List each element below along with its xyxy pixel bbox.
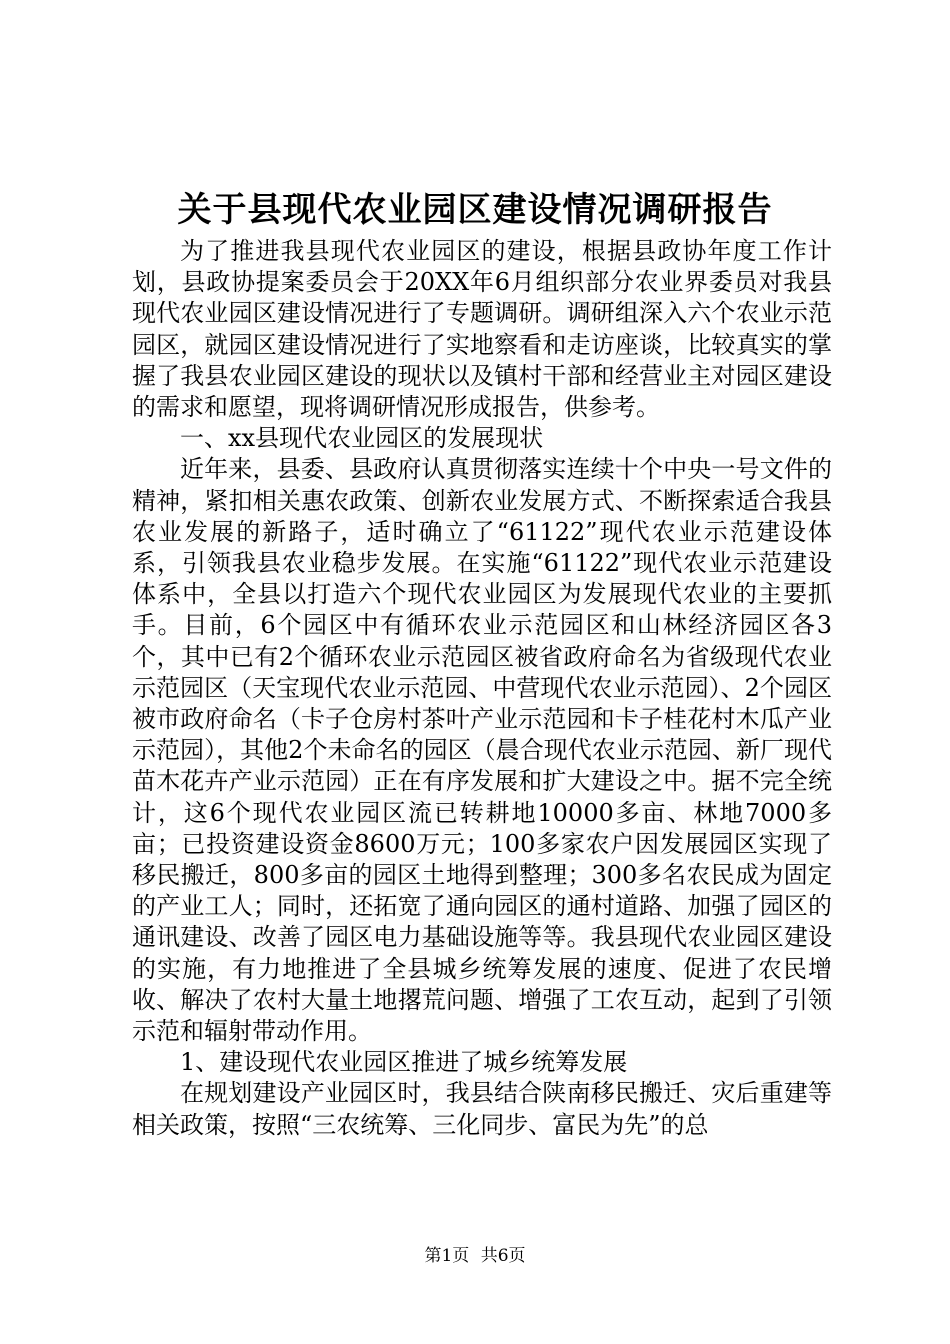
page-footer: 第1页 共6页	[424, 1246, 526, 1266]
document-body	[132, 236, 832, 1141]
status-paragraph: 近年来，县委、县政府认真贯彻落实连续十个中央一号文件的精神，紧扣相关惠农政策、创新农业发展方式、不断探索适合我县农业发展的新路子，适时确立了“61122”现代农业示范建设体系，引领我县农业稳步发展。在实施“61122”现代农业示范建设体系中，全县以打造六个现代农业园区为发展现代农业的主要抓手。目前，6个园区中有循环农业示范园区和山林经济园区各3个，其中已有2个循环农业示范园区被省政府命名为省级现代农业示范园区（天宝现代农业示范园、中营现代农业示范园）、2个园区被市政府命名（卡子仓房村茶叶产业示范园和卡子桂花村木瓜产业示范园），其他2个未命名的园区（晨合现代农业示范园、新厂现代苗木花卉产业示范园）正在有序发展和扩大建设之中。据不完全统计，这6个现代农业园区流已转耕地10000多亩、林地7000多亩；已投资建设资金8600万元；100多家农户因发展园区实现了移民搬迁，800多亩的园区土地得到整理；300多名农民成为固定的产业工人；同时，还拓宽了通向园区的通村道路、加强了园区的通讯建设、改善了园区电力基础设施等等。我县现代农业园区建设的实施，有力地推进了全县城乡统筹发展的速度、促进了农民增收、解决了农村大量土地撂荒问题、增强了工农互动，起到了引领示范和辐射带动作用。	[132, 455, 832, 1046]
document-title: 关于县现代农业园区建设情况调研报告	[177, 190, 773, 230]
planning-paragraph: 在规划建设产业园区时，我县结合陕南移民搬迁、灾后重建等相关政策，按照“三农统筹、三化同步、富民为先”的总	[132, 1079, 832, 1139]
intro-paragraph: 为了推进我县现代农业园区的建设，根据县政协年度工作计划，县政协提案委员会于20XX年6月组织部分农业界委员对我县现代农业园区建设情况进行了专题调研。调研组深入六个农业示范园区，就园区建设情况进行了实地察看和走访座谈，比较真实的掌握了我县农业园区建设的现状以及镇村干部和经营业主对园区建设的需求和愿望，现将调研情况形成报告，供参考。	[132, 237, 832, 422]
subsection-heading-1: 1、建设现代农业园区推进了城乡统筹发展	[180, 1048, 628, 1077]
section-heading-1: 一、xx县现代农业园区的发展现状	[180, 424, 544, 453]
